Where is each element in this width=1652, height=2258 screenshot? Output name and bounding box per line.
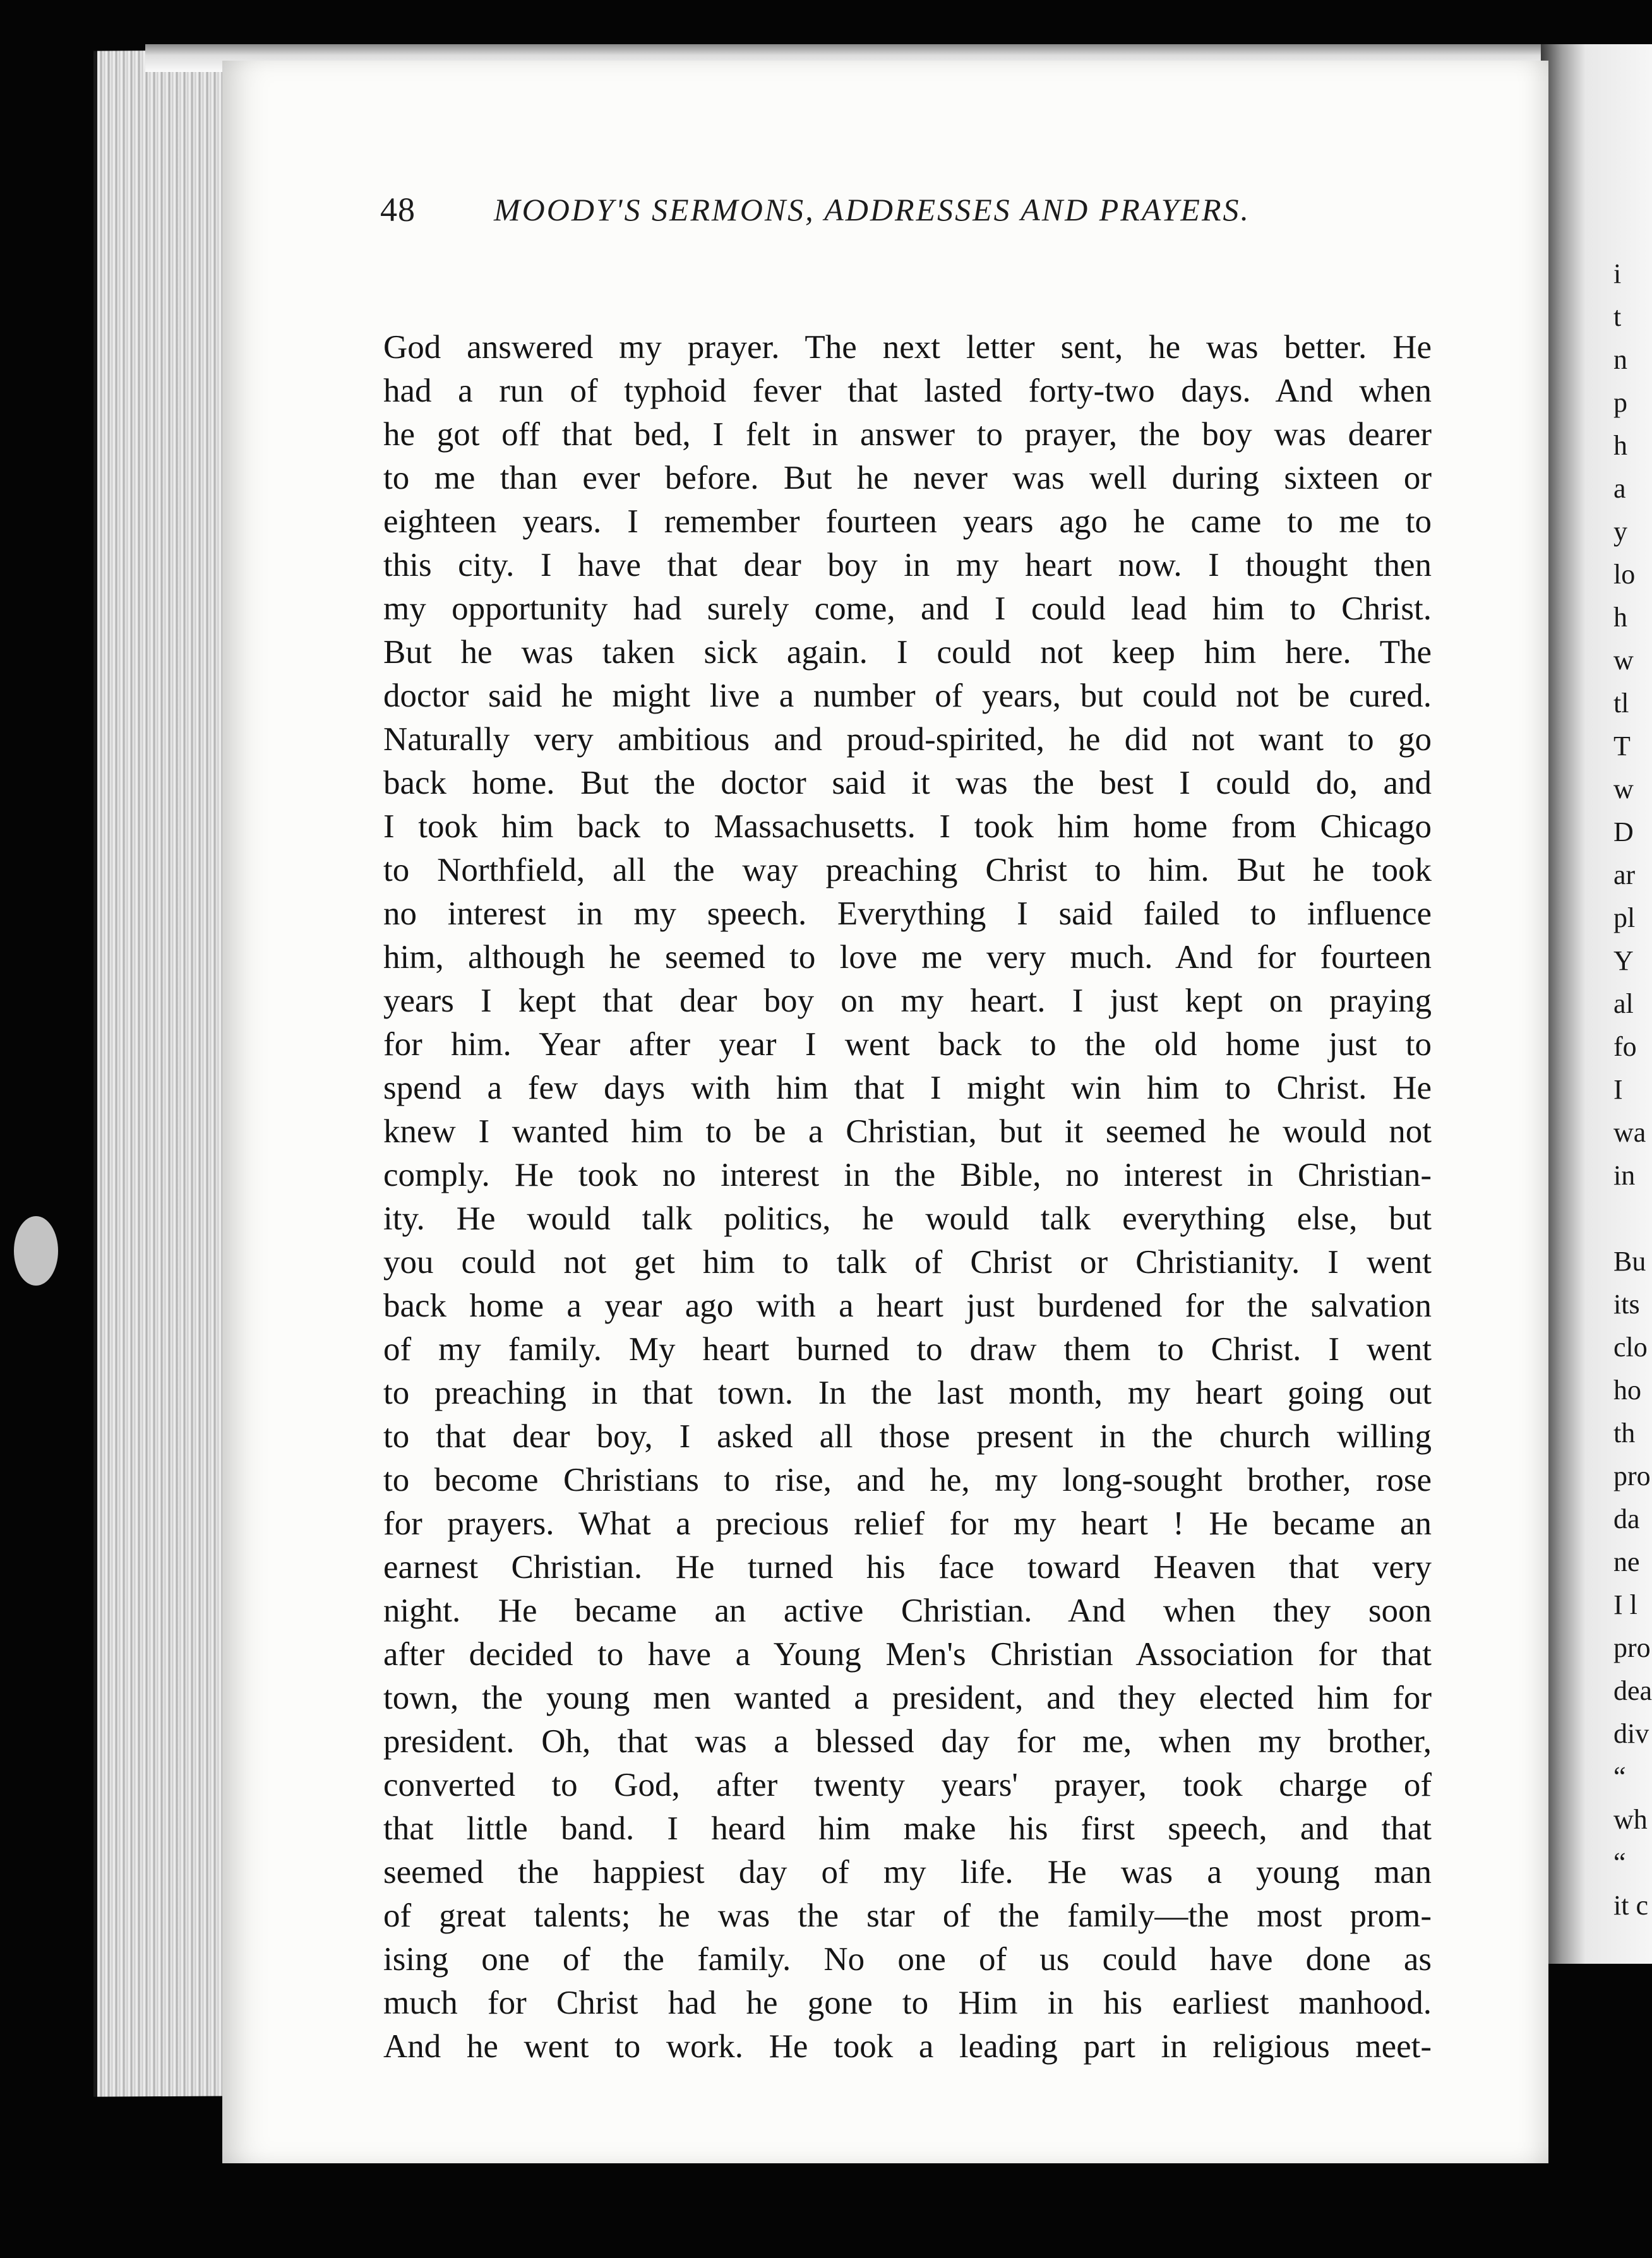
facing-page-fragment: Y	[1613, 945, 1634, 976]
text-line: after decided to have a Young Men's Christian Association for that	[383, 1636, 1432, 1673]
facing-page-fragment: clo	[1613, 1332, 1648, 1363]
facing-page-fragment: i	[1613, 258, 1622, 289]
facing-page-fragment: I l	[1613, 1589, 1637, 1620]
text-line: no interest in my speech. Everything I said failed to influence	[383, 895, 1432, 932]
facing-page-fragment: “	[1613, 1847, 1626, 1878]
text-line: to me than ever before. But he never was well during sixteen or	[383, 460, 1432, 496]
text-line: comply. He took no interest in the Bible, no interest in Christian-	[383, 1157, 1432, 1193]
facing-page-fragment: th	[1613, 1418, 1636, 1449]
facing-page-fragment: lo	[1613, 559, 1636, 590]
text-line: for him. Year after year I went back to the old home just to	[383, 1026, 1432, 1063]
text-line: seemed the happiest day of my life. He was a young man	[383, 1854, 1432, 1891]
book-page-edges	[93, 50, 242, 2096]
running-head	[380, 190, 1567, 241]
text-line: this city. I have that dear boy in my heart now. I thought then	[383, 547, 1432, 583]
facing-page-fragment: h	[1613, 430, 1627, 461]
facing-page-fragment: p	[1613, 387, 1627, 418]
text-line: to become Christians to rise, and he, my long-sought brother, rose	[383, 1462, 1432, 1498]
text-line: knew I wanted him to be a Christian, but it seemed he would not	[383, 1113, 1432, 1150]
facing-page-fragment: div	[1613, 1718, 1649, 1749]
text-line: converted to God, after twenty years' prayer, took charge of	[383, 1767, 1432, 1803]
page-number: 48	[380, 191, 416, 229]
text-line: doctor said he might live a number of years, but could not be cured.	[383, 678, 1432, 714]
facing-page-fragment: da	[1613, 1503, 1640, 1534]
text-line: Naturally very ambitious and proud-spirited, he did not want to go	[383, 721, 1432, 758]
body-text	[383, 326, 1432, 2069]
facing-page-fragment: ho	[1613, 1375, 1641, 1406]
book-page	[222, 61, 1548, 2163]
facing-page-fragment: w	[1613, 774, 1634, 804]
facing-page-text-fragments	[1613, 253, 1652, 1927]
facing-page-fragment: al	[1613, 988, 1634, 1019]
text-line: that little band. I heard him make his first speech, and that	[383, 1810, 1432, 1847]
running-title: MOODY'S SERMONS, ADDRESSES AND PRAYERS.	[494, 192, 1251, 227]
text-line: I took him back to Massachusetts. I took him home from Chicago	[383, 808, 1432, 845]
facing-page-fragment: Bu	[1613, 1246, 1646, 1277]
text-line: But he was taken sick again. I could not keep him here. The	[383, 634, 1432, 671]
facing-page-fragment: wa	[1613, 1117, 1646, 1148]
facing-page-fragment: “	[1613, 1761, 1626, 1792]
facing-page-fragment: it c	[1613, 1890, 1648, 1921]
text-line: you could not get him to talk of Christ or Christianity. I went	[383, 1244, 1432, 1281]
text-line: ity. He would talk politics, he would talk everything else, but	[383, 1200, 1432, 1237]
facing-page-fragment: I	[1613, 1074, 1623, 1105]
text-line: God answered my prayer. The next letter sent, he was better. He	[383, 329, 1432, 366]
text-line: back home. But the doctor said it was the best I could do, and	[383, 765, 1432, 801]
paper-stain	[14, 1216, 58, 1286]
text-line: my opportunity had surely come, and I could lead him to Christ.	[383, 590, 1432, 627]
text-line: of great talents; he was the star of the family—the most prom-	[383, 1897, 1432, 1934]
text-line: of my family. My heart burned to draw them to Christ. I went	[383, 1331, 1432, 1368]
text-line: earnest Christian. He turned his face toward Heaven that very	[383, 1549, 1432, 1586]
text-line: night. He became an active Christian. And when they soon	[383, 1592, 1432, 1629]
facing-page-fragment: y	[1613, 516, 1627, 547]
text-line: president. Oh, that was a blessed day for me, when my brother,	[383, 1723, 1432, 1760]
text-line: to Northfield, all the way preaching Christ to him. But he took	[383, 852, 1432, 888]
facing-page-fragment: D	[1613, 816, 1634, 847]
text-line: And he went to work. He took a leading part in religious meet-	[383, 2028, 1432, 2065]
text-line: to that dear boy, I asked all those present in the church willing	[383, 1418, 1432, 1455]
facing-page-fragment: wh	[1613, 1804, 1648, 1835]
text-line: eighteen years. I remember fourteen years ago he came to me to	[383, 503, 1432, 540]
facing-page-fragment: w	[1613, 645, 1634, 676]
text-line: had a run of typhoid fever that lasted forty-two days. And when	[383, 373, 1432, 409]
facing-page-fragment: T	[1613, 731, 1631, 762]
text-line: for prayers. What a precious relief for my heart ! He became an	[383, 1505, 1432, 1542]
facing-page-fragment: a	[1613, 473, 1626, 504]
facing-page-fragment: pro	[1613, 1632, 1651, 1663]
facing-page-fragment	[1613, 1197, 1652, 1240]
facing-page-fragment: dea	[1613, 1675, 1652, 1706]
text-line: much for Christ had he gone to Him in his earliest manhood.	[383, 1985, 1432, 2021]
facing-page-fragment: t	[1613, 301, 1622, 332]
facing-page-fragment: h	[1613, 602, 1627, 633]
text-line: back home a year ago with a heart just burdened for the salvation	[383, 1287, 1432, 1324]
facing-page-fragment: fo	[1613, 1031, 1637, 1062]
facing-page-fragment: n	[1613, 344, 1627, 375]
text-line: spend a few days with him that I might win him to Christ. He	[383, 1070, 1432, 1106]
facing-page-fragment: pl	[1613, 902, 1636, 933]
facing-page-fragment: pro	[1613, 1461, 1651, 1491]
facing-page-fragment: its	[1613, 1289, 1640, 1320]
facing-page-fragment: in	[1613, 1160, 1636, 1191]
text-line: he got off that bed, I felt in answer to prayer, the boy was dearer	[383, 416, 1432, 453]
text-line: years I kept that dear boy on my heart. I just kept on praying	[383, 983, 1432, 1019]
text-line: ising one of the family. No one of us could have done as	[383, 1941, 1432, 1978]
text-line: town, the young men wanted a president, and they elected him for	[383, 1680, 1432, 1716]
text-line: to preaching in that town. In the last month, my heart going out	[383, 1375, 1432, 1411]
facing-page-fragment: tl	[1613, 688, 1629, 719]
facing-page-fragment: ne	[1613, 1546, 1640, 1577]
facing-page-fragment: ar	[1613, 859, 1636, 890]
text-line: him, although he seemed to love me very much. And for fourteen	[383, 939, 1432, 976]
